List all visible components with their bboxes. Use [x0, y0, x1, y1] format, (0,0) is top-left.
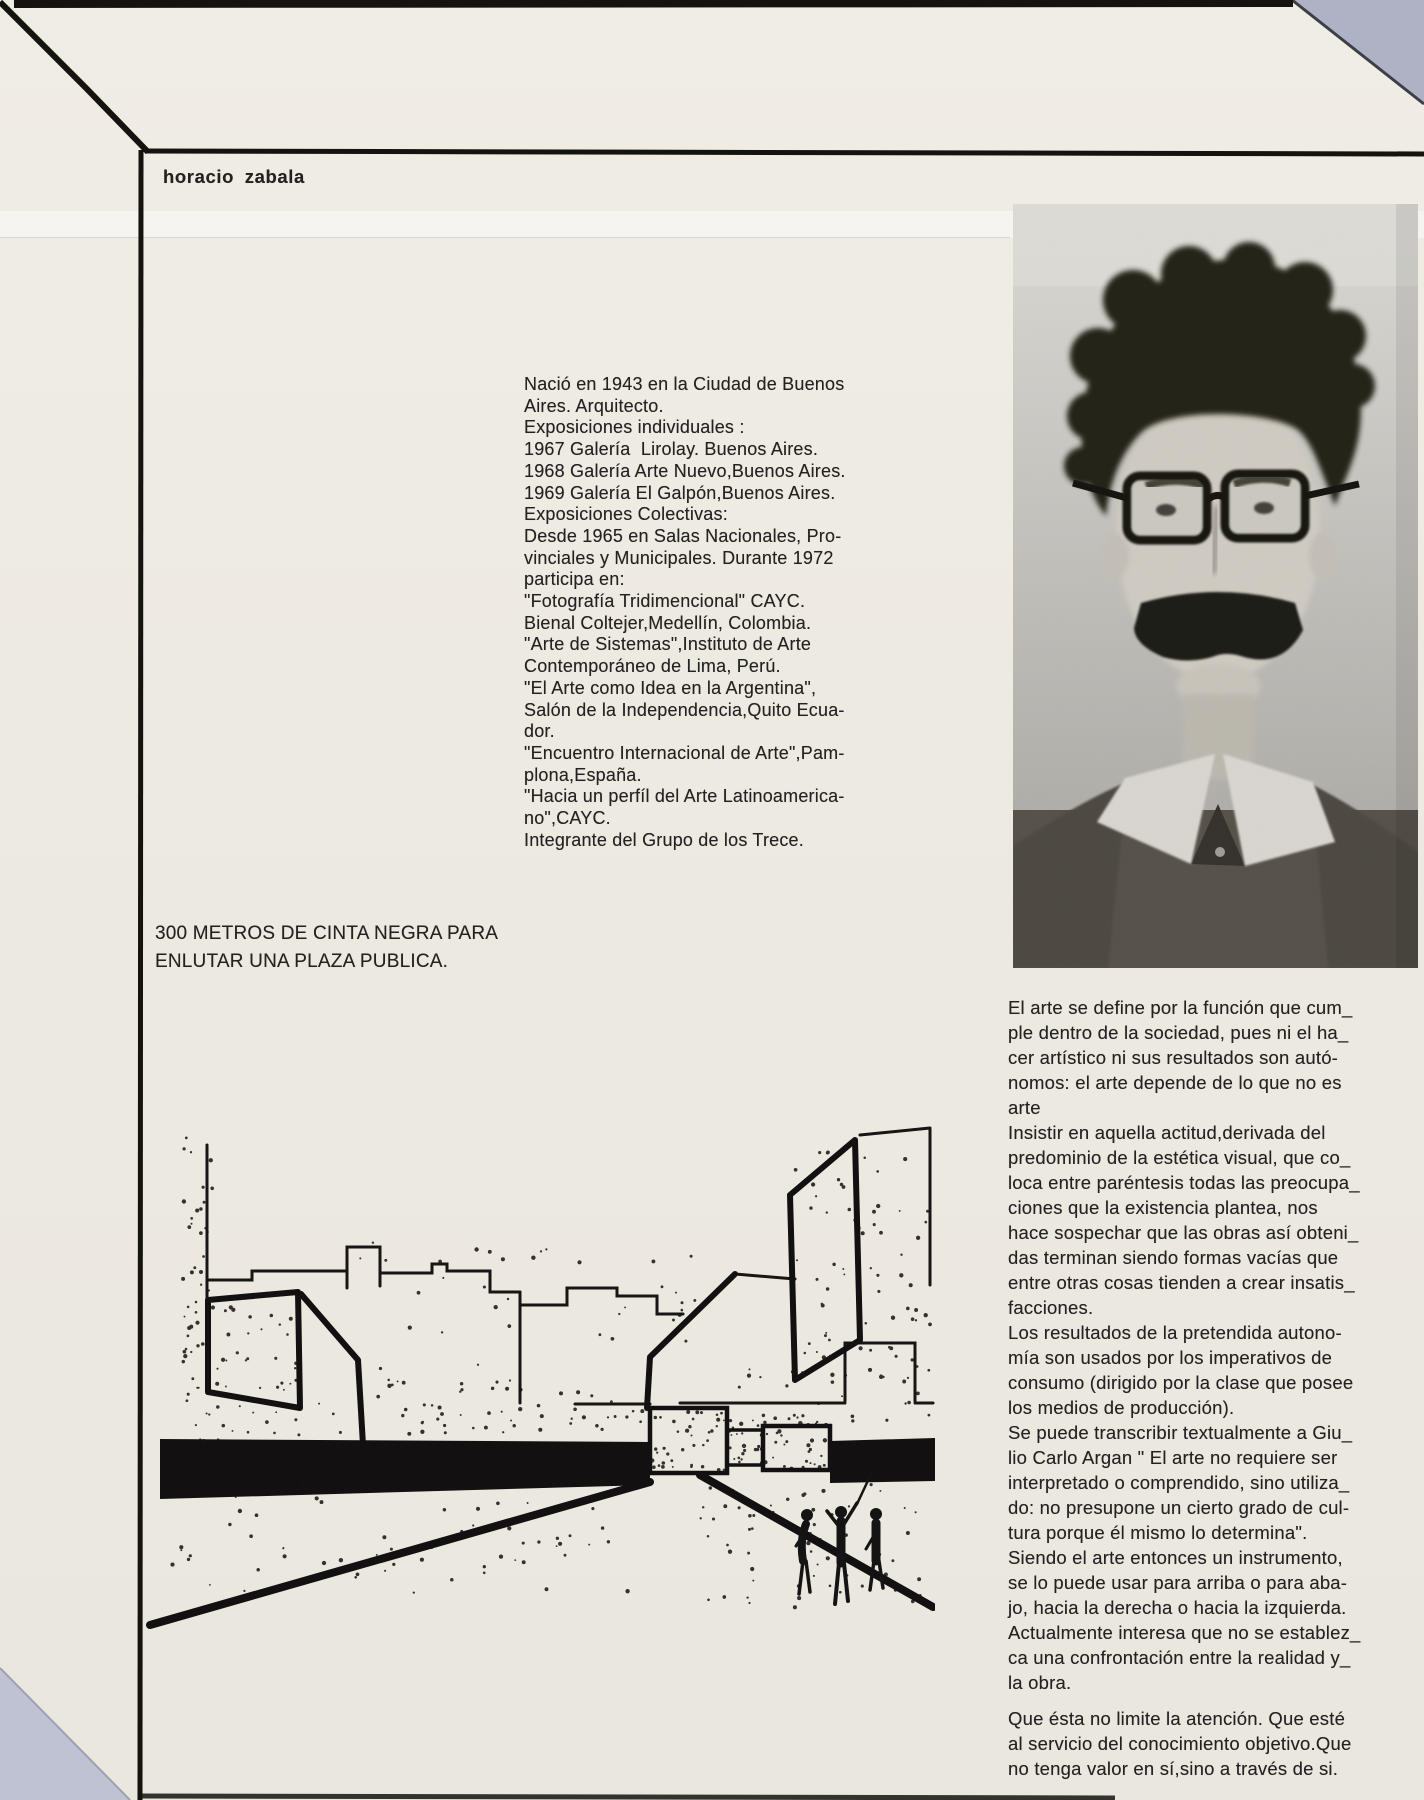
text-line: Que ésta no limite la atención. Que esté: [1008, 1708, 1346, 1729]
text-line: das terminan siendo formas vacías que: [1008, 1247, 1339, 1268]
text-line: mía son usados por los imperativos de: [1008, 1347, 1333, 1368]
essay-paragraph-1: [1008, 995, 1424, 1695]
photo-grain: [1013, 204, 1418, 968]
text-line: Contemporáneo de Lima, Perú.: [524, 656, 781, 677]
text-line: 300 METROS DE CINTA NEGRA PARA: [155, 923, 499, 944]
text-line: entre otras cosas tienden a crear insatis_: [1008, 1272, 1355, 1293]
tape-gate: [650, 1408, 830, 1473]
text-line: 1968 Galería Arte Nuevo,Buenos Aires.: [524, 460, 846, 481]
text-line: los medios de producción).: [1008, 1397, 1235, 1418]
text-line: ple dentro de la sociedad, pues ni el ha_: [1008, 1022, 1349, 1043]
text-line: cer artístico ni sus resultados son autó-: [1008, 1047, 1339, 1068]
tape-perspective-lines: [150, 1475, 933, 1625]
scan-crease-line: [0, 237, 1010, 238]
text-line: loca entre paréntesis todas las preocupa_: [1008, 1172, 1360, 1193]
portrait-photo: [1013, 204, 1418, 968]
text-line: Aires. Arquitecto.: [524, 395, 664, 416]
text-line: ca una confrontación entre la realidad y_: [1008, 1647, 1351, 1668]
text-line: facciones.: [1008, 1297, 1094, 1318]
text-line: Salón de la Independencia,Quito Ecua-: [524, 699, 845, 720]
text-line: dor.: [524, 721, 555, 742]
text-line: hace sospechar que las obras así obteni_: [1008, 1222, 1359, 1243]
text-line: no",CAYC.: [524, 808, 611, 829]
text-line: al servicio del conocimiento objetivo.Que: [1008, 1733, 1352, 1754]
text-line: participa en:: [524, 569, 625, 590]
essay-column: [1008, 995, 1424, 1781]
text-line: lio Carlo Argan " El arte no requiere ser: [1008, 1447, 1338, 1468]
text-line: "Arte de Sistemas",Instituto de Arte: [524, 634, 812, 655]
text-line: la obra.: [1008, 1672, 1072, 1693]
text-line: tura porque él mismo lo determina".: [1008, 1522, 1308, 1543]
text-line: vinciales y Municipales. Durante 1972: [524, 547, 834, 568]
text-line: Desde 1965 en Salas Nacionales, Pro-: [524, 525, 842, 546]
text-line: consumo (dirigido por la clase que posee: [1008, 1372, 1354, 1393]
text-line: Nació en 1943 en la Ciudad de Buenos: [524, 374, 845, 394]
text-line: Siendo el arte entonces un instrumento,: [1008, 1547, 1343, 1568]
text-line: El arte se define por la función que cum_: [1008, 997, 1353, 1018]
text-line: do: no presupone un cierto grado de cul-: [1008, 1497, 1350, 1518]
artwork-caption: [155, 920, 575, 976]
text-line: "Hacia un perfíl del Arte Latinoamerica-: [524, 786, 845, 807]
essay-paragraph-2: [1008, 1706, 1424, 1781]
text-line: arte: [1008, 1097, 1041, 1118]
text-line: predominio de la estética visual, que co_: [1008, 1147, 1351, 1168]
text-line: 1967 Galería Lirolay. Buenos Aires.: [524, 439, 819, 460]
text-line: se lo puede usar para arriba o para aba-: [1008, 1572, 1348, 1593]
text-line: Bienal Coltejer,Medellín, Colombia.: [524, 612, 812, 633]
artist-name-heading: horacio zabala: [163, 166, 305, 187]
text-line: Exposiciones individuales :: [524, 417, 745, 438]
bold-buildings: [208, 1140, 860, 1445]
text-line: ciones que la existencia plantea, nos: [1008, 1197, 1318, 1218]
text-line: ENLUTAR UNA PLAZA PUBLICA.: [155, 951, 449, 972]
text-line: Actualmente interesa que no se establez_: [1008, 1622, 1361, 1643]
text-line: Integrante del Grupo de los Trece.: [524, 829, 804, 850]
text-line: Insistir en aquella actitud,derivada del: [1008, 1122, 1326, 1143]
plaza-drawing: [135, 983, 935, 1700]
text-line: no tenga valor en sí,sino a través de si.: [1008, 1758, 1339, 1779]
biography-text: [524, 374, 944, 851]
text-line: "Encuentro Internacional de Arte",Pam-: [524, 742, 845, 763]
figure-2: [827, 1472, 872, 1604]
text-line: Se puede transcribir textualmente a Giu_: [1008, 1422, 1353, 1443]
text-line: interpretado o comprendido, sino utiliza_: [1008, 1472, 1350, 1493]
text-line: plona,España.: [524, 764, 642, 785]
text-line: jo, hacia la derecha o hacia la izquierda.: [1008, 1597, 1347, 1618]
text-line: 1969 Galería El Galpón,Buenos Aires.: [524, 482, 836, 503]
text-line: Los resultados de la pretendida autono-: [1008, 1322, 1342, 1343]
text-line: nomos: el arte depende de lo que no es: [1008, 1072, 1342, 1093]
text-line: Exposiciones Colectivas:: [524, 504, 728, 525]
text-line: "Fotografía Tridimencional" CAYC.: [524, 591, 806, 612]
text-line: "El Arte como Idea en la Argentina",: [524, 677, 817, 698]
